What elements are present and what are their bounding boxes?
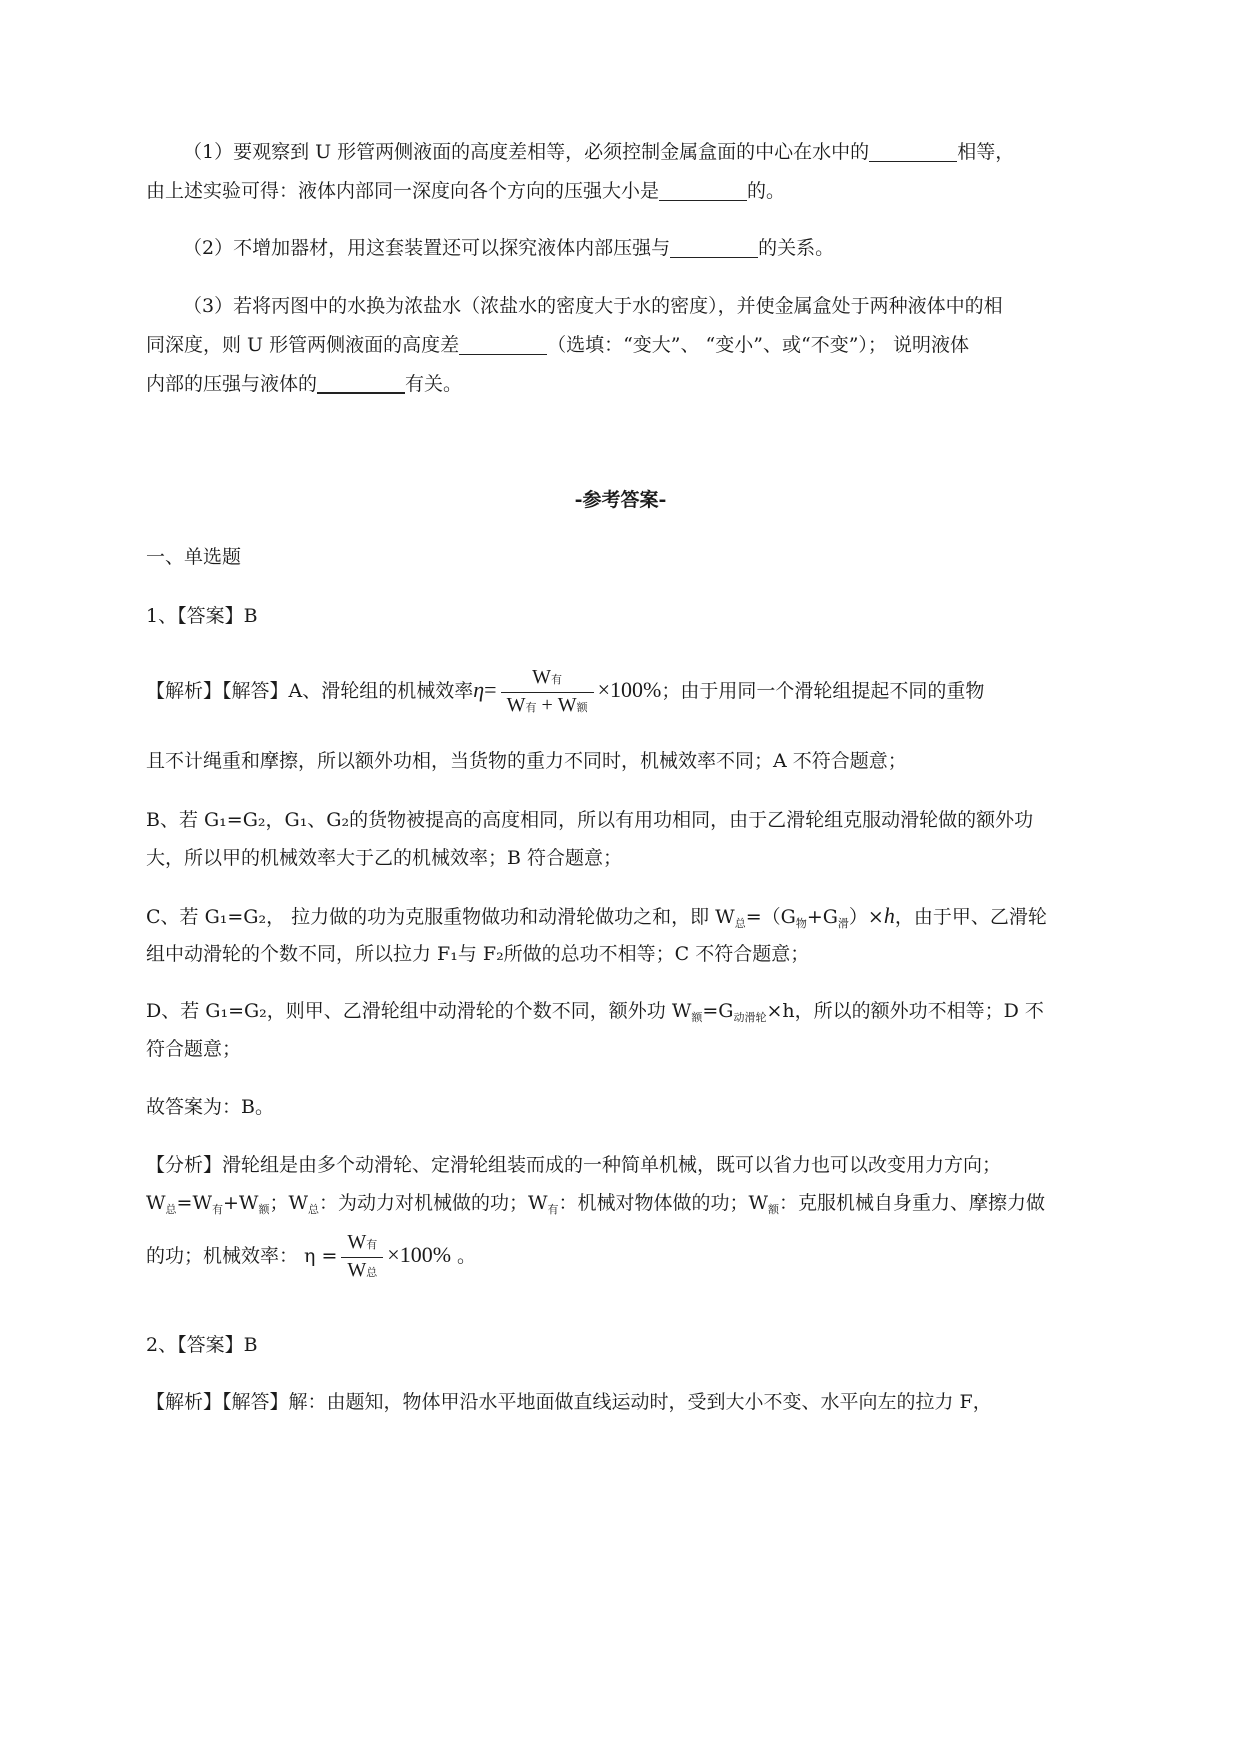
answer-1-label: 1、【答案】B — [146, 605, 258, 627]
analysis-text: 【解析】【解答】A、滑轮组的机械效率 — [146, 680, 474, 702]
equals-sign: = — [484, 677, 497, 702]
answer-blank[interactable] — [670, 237, 758, 258]
analysis-c-line1: C、若 G₁=G₂， 拉力做的功为克服重物做功和动滑轮做功之和，即 $W_总=(G_物+G_滑)\times h$，由于甲、乙滑轮 — [146, 903, 1047, 930]
answer-blank[interactable] — [659, 180, 747, 201]
q3-text-d: 有关。 — [405, 373, 463, 395]
analysis-text: ；由于用同一个滑轮组提起不同的重物 — [661, 680, 985, 702]
efficiency-fraction: $\frac{\text{W有}}{\text{W有 + W额}}$ — [501, 665, 594, 720]
analysis-a-line1 — [146, 660, 984, 721]
answer-blank[interactable] — [459, 334, 547, 355]
section-heading: 一、单选题 — [146, 546, 242, 568]
analysis-b-line2: 大，所以甲的机械效率大于乙的机械效率；B 符合题意； — [146, 847, 623, 869]
analysis-summary-line2: $W_总=W_有+W_额$；$W_总$：为动力对机械做的功；$W_有$：机械对物体做的功；$W_额$：克服机械自身重力、摩擦力做 — [146, 1192, 1046, 1216]
q1-text-c: 由上述实验可得：液体内部同一深度向各个方向的压强大小是 — [146, 180, 660, 202]
eta-symbol: η — [473, 677, 485, 702]
analysis-d-line2: 符合题意； — [146, 1038, 242, 1060]
conclusion: 故答案为：B。 — [146, 1096, 274, 1118]
q3-line1: （3）若将丙图中的水换为浓盐水（浓盐水的密度大于水的密度），并使金属盒处于两种液体中的相 — [183, 295, 1003, 317]
q3-text-c: 内部的压强与液体的 — [146, 373, 318, 395]
analysis-b-line1: B、若 G₁=G₂，G₁、G₂的货物被提高的高度相同，所以有用功相同，由于乙滑轮组克服动滑轮做的额外功 — [146, 809, 1034, 831]
q3-text-b: （选填：“变大”、 “变小”、或“不变”）； 说明液体 — [547, 334, 969, 356]
analysis-c-line2: 组中动滑轮的个数不同，所以拉力 F₁与 F₂所做的总功不相等；C 不符合题意； — [146, 943, 810, 965]
analysis-a-line2: 且不计绳重和摩擦，所以额外功相，当货物的重力不同时，机械效率不同；A 不符合题意； — [146, 750, 907, 772]
q2-text-b: 的关系。 — [758, 237, 835, 259]
q1-line2 — [146, 177, 785, 205]
answer-2-label: 2、【答案】B — [146, 1334, 258, 1356]
answers-title: -参考答案- — [574, 489, 667, 511]
analysis-d-line1: D、若 G₁=G₂，则甲、乙滑轮组中动滑轮的个数不同，额外功 $W_额=G_{动滑轮}\times h$，所以的额外功不相等；D 不 — [146, 1000, 1044, 1024]
q3-text-a: 同深度，则 U 形管两侧液面的高度差 — [146, 334, 460, 356]
q1-text-a: （1）要观察到 U 形管两侧液面的高度差相等，必须控制金属盒面的中心在水中的 — [183, 141, 870, 163]
q2-line — [183, 234, 834, 262]
q1-line1 — [183, 138, 1014, 166]
answer-blank[interactable] — [317, 372, 405, 394]
q2-text-a: （2）不增加器材，用这套装置还可以探究液体内部压强与 — [183, 237, 671, 259]
efficiency-fraction-2: $\frac{\text{W有}}{\text{W总}}$ — [341, 1230, 383, 1285]
percent-factor: ×100% — [597, 677, 662, 702]
answer-blank[interactable] — [869, 141, 957, 162]
analysis-summary-line1: 【分析】滑轮组是由多个动滑轮、定滑轮组装而成的一种简单机械，既可以省力也可以改变用力方向； — [146, 1154, 1002, 1176]
q3-line2 — [146, 331, 969, 359]
q3-line3 — [146, 370, 462, 398]
q1-text-d: 的。 — [747, 180, 786, 202]
q1-text-b: 相等， — [957, 141, 1015, 163]
answer-2-analysis-line1: 【解析】【解答】解：由题知，物体甲沿水平地面做直线运动时，受到大小不变、水平向左的拉力 F， — [146, 1391, 992, 1413]
analysis-summary-line3: 的功；机械效率： η = $\frac{\text{W有}}{\text{W总}}$ ×100% 。 — [146, 1225, 476, 1286]
